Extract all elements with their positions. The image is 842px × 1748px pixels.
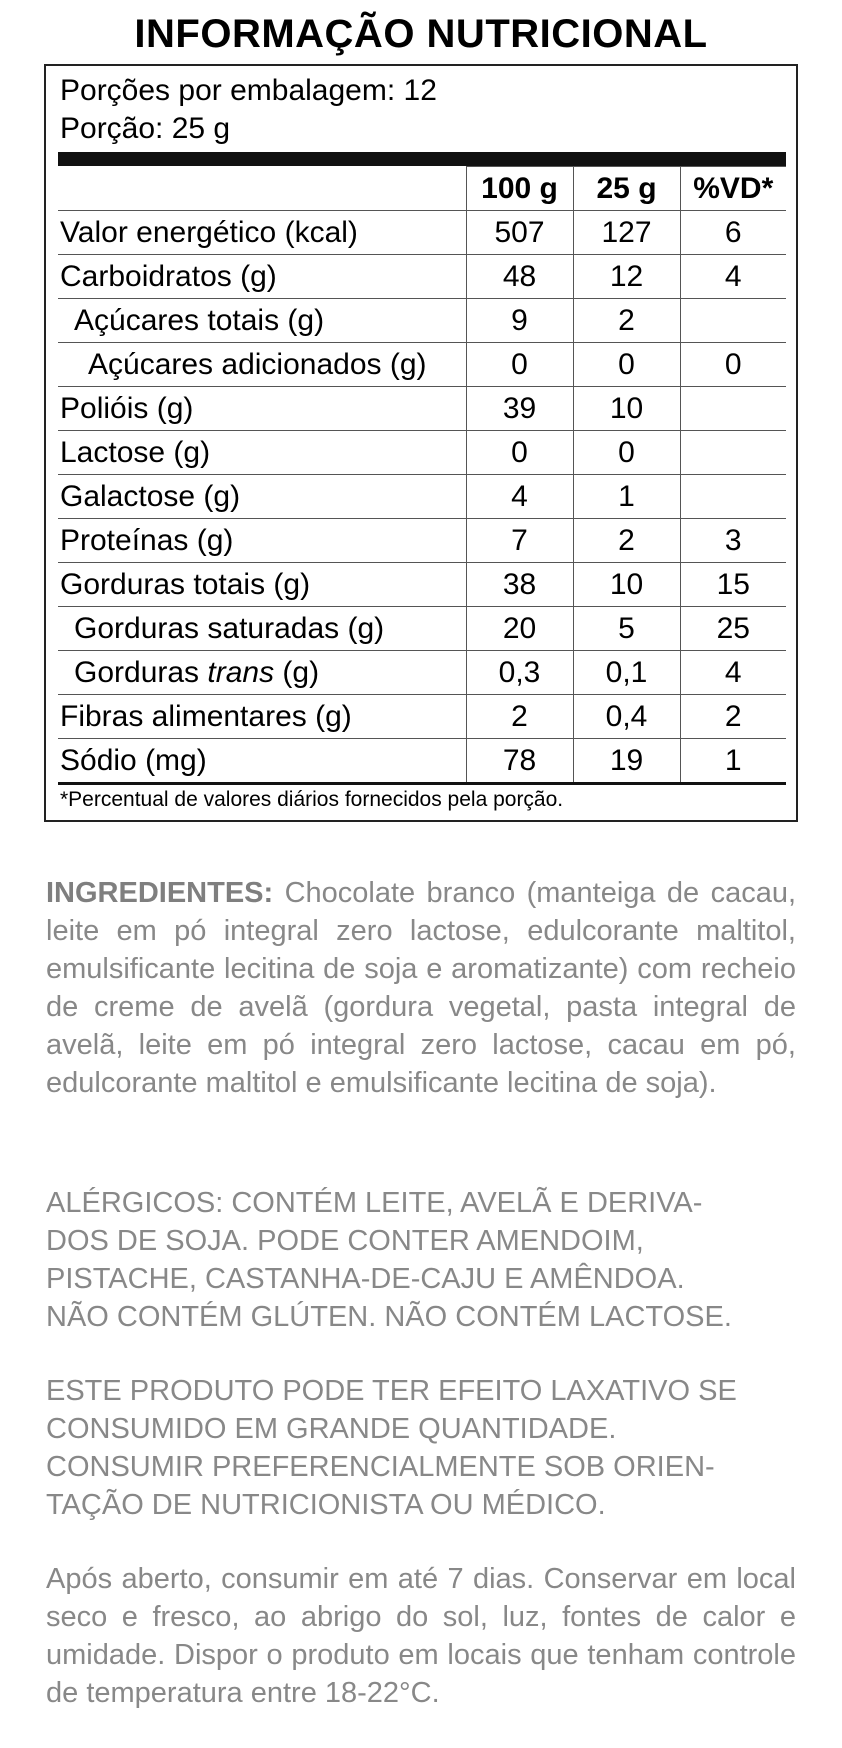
row-label: Açúcares adicionados (g)	[58, 343, 466, 387]
table-row	[58, 519, 786, 563]
row-value-25g: 127	[573, 211, 680, 255]
table-row	[58, 343, 786, 387]
nutrition-title: INFORMAÇÃO NUTRICIONAL	[134, 12, 708, 56]
allergens-line: NÃO CONTÉM GLÚTEN. NÃO CONTÉM LACTOSE.	[46, 1301, 732, 1333]
row-value-25g: 12	[573, 255, 680, 299]
row-value-100g: 9	[466, 299, 573, 343]
row-value-vd: 2	[680, 695, 786, 739]
serving-size: Porção: 25 g	[60, 112, 231, 145]
row-value-vd	[680, 475, 786, 519]
row-label: Carboidratos (g)	[58, 255, 466, 299]
row-value-100g: 7	[466, 519, 573, 563]
row-label: Galactose (g)	[58, 475, 466, 519]
table-row	[58, 739, 786, 784]
row-label	[58, 651, 466, 695]
row-value-25g: 0	[573, 431, 680, 475]
laxative-paragraph	[46, 1372, 796, 1524]
row-label: Fibras alimentares (g)	[58, 695, 466, 739]
row-label: Açúcares totais (g)	[58, 299, 466, 343]
laxative-line: ESTE PRODUTO PODE TER EFEITO LAXATIVO SE	[46, 1375, 737, 1407]
row-value-100g: 48	[466, 255, 573, 299]
header-100g: 100 g	[466, 167, 573, 211]
row-value-100g: 38	[466, 563, 573, 607]
row-value-100g: 507	[466, 211, 573, 255]
row-value-25g: 10	[573, 387, 680, 431]
row-value-vd: 4	[680, 651, 786, 695]
header-label-cell	[58, 167, 466, 211]
allergens-line: ALÉRGICOS: CONTÉM LEITE, AVELÃ E DERIVA-	[46, 1187, 703, 1219]
table-row	[58, 211, 786, 255]
ingredients-text: Chocolate branco (manteiga de cacau, leite em pó integral zero lactose, edulcorante maltitol, emulsificante lecitina de soja e aromatizante) com recheio de creme de avelã (gordura vegetal, pasta integral de avelã, leite em pó integral zero lactose, cacau em pó, edulcorante maltitol e emulsificante lecitina de soja).	[46, 877, 797, 1099]
row-value-vd	[680, 387, 786, 431]
row-value-vd: 1	[680, 739, 786, 784]
row-value-100g: 78	[466, 739, 573, 784]
row-value-25g: 2	[573, 299, 680, 343]
row-value-vd: 15	[680, 563, 786, 607]
row-label-prefix: Gorduras	[74, 655, 208, 689]
row-label-italic: trans	[207, 655, 275, 689]
table-row	[58, 299, 786, 343]
row-value-25g: 2	[573, 519, 680, 563]
row-value-vd	[680, 431, 786, 475]
row-label: Polióis (g)	[58, 387, 466, 431]
allergens-line: PISTACHE, CASTANHA-DE-CAJU E AMÊNDOA.	[46, 1263, 685, 1295]
table-row	[58, 563, 786, 607]
table-row	[58, 475, 786, 519]
laxative-line: TAÇÃO DE NUTRICIONISTA OU MÉDICO.	[46, 1489, 606, 1521]
row-label: Valor energético (kcal)	[58, 211, 466, 255]
row-value-vd: 4	[680, 255, 786, 299]
allergens-paragraph	[46, 1184, 796, 1336]
row-value-25g: 5	[573, 607, 680, 651]
row-value-vd	[680, 299, 786, 343]
row-value-vd: 0	[680, 343, 786, 387]
row-value-25g: 1	[573, 475, 680, 519]
row-value-25g: 19	[573, 739, 680, 784]
row-label: Gorduras saturadas (g)	[58, 607, 466, 651]
header-vd: %VD*	[680, 167, 786, 211]
table-row	[58, 651, 786, 695]
nutrition-table	[58, 166, 786, 785]
allergens-line: DOS DE SOJA. PODE CONTER AMENDOIM,	[46, 1225, 644, 1257]
row-value-100g: 2	[466, 695, 573, 739]
footnote: *Percentual de valores diários fornecidos pela porção.	[60, 788, 564, 811]
storage-paragraph: Após aberto, consumir em até 7 dias. Conservar em local seco e fresco, ao abrigo do sol, luz, fontes de calor e umidade. Dispor o produto em locais que tenham controle de temperatura entre 18-22°C.	[46, 1563, 796, 1709]
row-value-100g: 20	[466, 607, 573, 651]
laxative-line: CONSUMIDO EM GRANDE QUANTIDADE.	[46, 1413, 617, 1445]
row-value-25g: 10	[573, 563, 680, 607]
row-label: Gorduras totais (g)	[58, 563, 466, 607]
table-row	[58, 387, 786, 431]
row-value-25g: 0	[573, 343, 680, 387]
table-header-row	[58, 167, 786, 211]
row-value-25g: 0,1	[573, 651, 680, 695]
row-value-100g: 0,3	[466, 651, 573, 695]
row-value-100g: 0	[466, 343, 573, 387]
row-label: Sódio (mg)	[58, 739, 466, 784]
row-value-25g: 0,4	[573, 695, 680, 739]
row-label-suffix: (g)	[274, 655, 320, 689]
header-25g: 25 g	[573, 167, 680, 211]
table-row	[58, 255, 786, 299]
nutrition-panel	[44, 64, 798, 822]
table-row	[58, 695, 786, 739]
row-label: Lactose (g)	[58, 431, 466, 475]
thick-divider	[58, 152, 786, 166]
row-value-vd: 25	[680, 607, 786, 651]
laxative-line: CONSUMIR PREFERENCIALMENTE SOB ORIEN-	[46, 1451, 715, 1483]
row-value-100g: 4	[466, 475, 573, 519]
ingredients-heading: INGREDIENTES:	[46, 877, 274, 909]
row-label: Proteínas (g)	[58, 519, 466, 563]
servings-per-package: Porções por embalagem: 12	[60, 74, 437, 107]
ingredients-paragraph	[46, 874, 796, 1102]
table-row	[58, 431, 786, 475]
row-value-100g: 0	[466, 431, 573, 475]
row-value-vd: 3	[680, 519, 786, 563]
row-value-100g: 39	[466, 387, 573, 431]
row-value-vd: 6	[680, 211, 786, 255]
table-row	[58, 607, 786, 651]
